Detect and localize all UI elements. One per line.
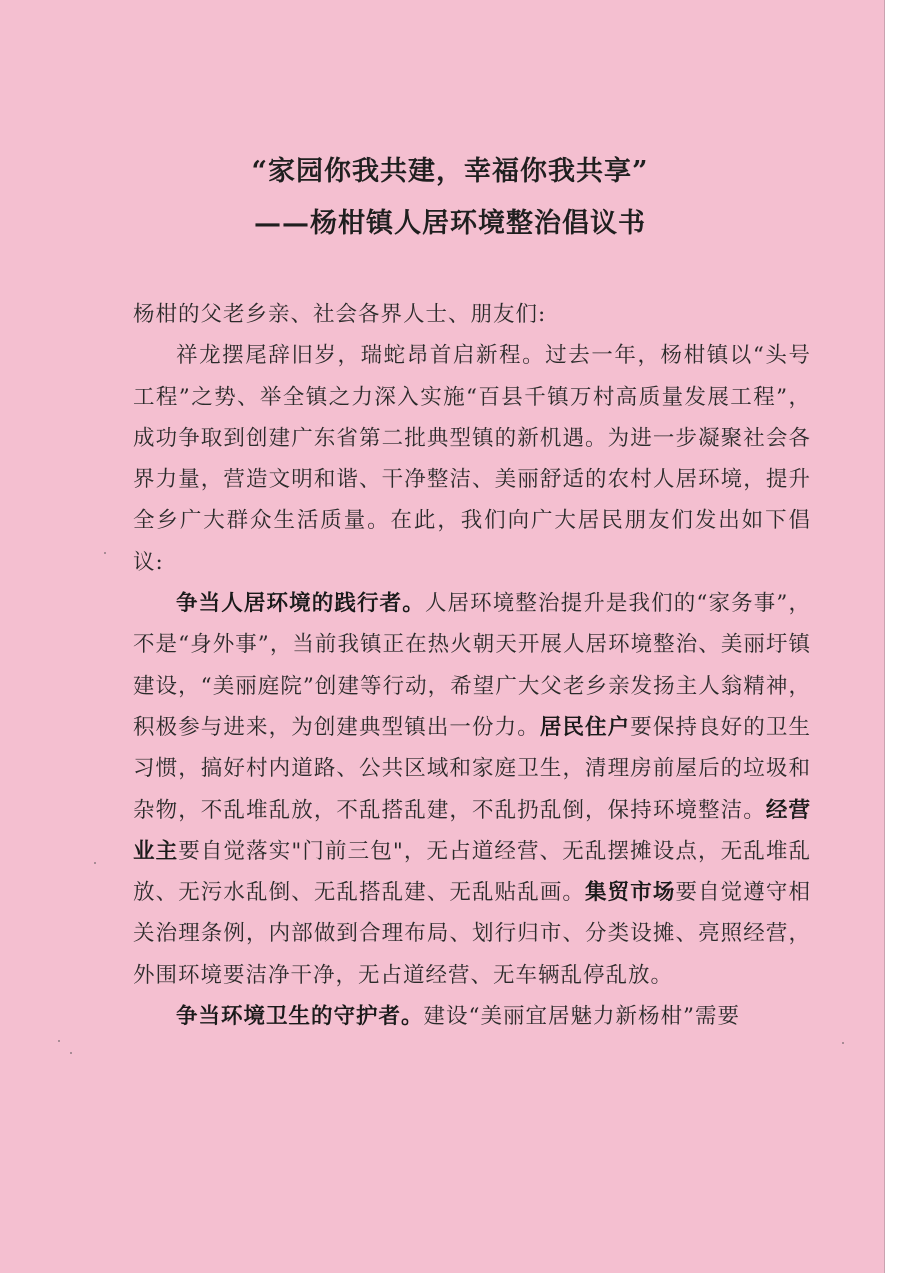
page-edge-line (884, 0, 885, 1273)
title-line-2: ——杨柑镇人居环境整治倡议书 (254, 208, 646, 239)
residents-label: 居民住户 (539, 714, 631, 740)
section-1-text: 人居环境整治提升是我们的“家务事”，不是“身外事”，当前我镇正在热火朝天开展人居环境整治、美丽圩镇建设，“美丽庭院”创建等行动，希望广大父老乡亲发扬主人翁精神，积极参与进来，为创建典型镇出一份力。 (133, 591, 811, 740)
residents-text: 要保持良好的卫生习惯，搞好村内道路、公共区域和家庭卫生，清理房前屋后的垃圾和杂物，不乱堆乱放，不乱搭乱建，不乱扔乱倒，保持环境整洁。 (133, 714, 811, 823)
section-1-paragraph (133, 583, 811, 996)
section-2-heading: 争当环境卫生的守护者。 (176, 1004, 424, 1030)
market-label: 集贸市场 (585, 880, 676, 906)
business-label: 经营业主 (133, 797, 811, 864)
salutation: 杨柑的父老乡亲、社会各界人士、朋友们: (133, 302, 547, 327)
business-text: 要自觉落实"门前三包"，无占道经营、无乱摆摊设点，无乱堆乱放、无污水乱倒、无乱搭乱建、无乱贴乱画。 (133, 838, 811, 906)
section-2-paragraph (133, 996, 811, 1037)
page-right-margin (884, 0, 900, 1273)
scan-speck (70, 1052, 72, 1054)
section-1-heading: 争当人居环境的践行者。 (176, 591, 425, 617)
title-line-1: “家园你我共建，幸福你我共享” (251, 156, 649, 187)
scan-speck (842, 1042, 844, 1044)
document-body (133, 294, 811, 1037)
intro-paragraph: 祥龙摆尾辞旧岁，瑞蛇昂首启新程。过去一年，杨柑镇以“头号工程”之势、举全镇之力深入实施“百县千镇万村高质量发展工程”，成功争取到创建广东省第二批典型镇的新机遇。为进一步凝聚社会各界力量，营造文明和谐、干净整洁、美丽舒适的农村人居环境，提升全乡广大群众生活质量。在此，我们向广大居民朋友们发出如下倡议: (133, 343, 811, 575)
scan-speck (104, 552, 106, 554)
market-text: 要自觉遵守相关治理条例，内部做到合理布局、划行归市、分类设摊、亮照经营，外围环境要洁净干净，无占道经营、无车辆乱停乱放。 (133, 880, 811, 988)
scan-speck (58, 1040, 60, 1042)
section-2-text: 建设“美丽宜居魅力新杨柑”需要 (423, 1004, 740, 1030)
scan-speck (94, 862, 96, 864)
